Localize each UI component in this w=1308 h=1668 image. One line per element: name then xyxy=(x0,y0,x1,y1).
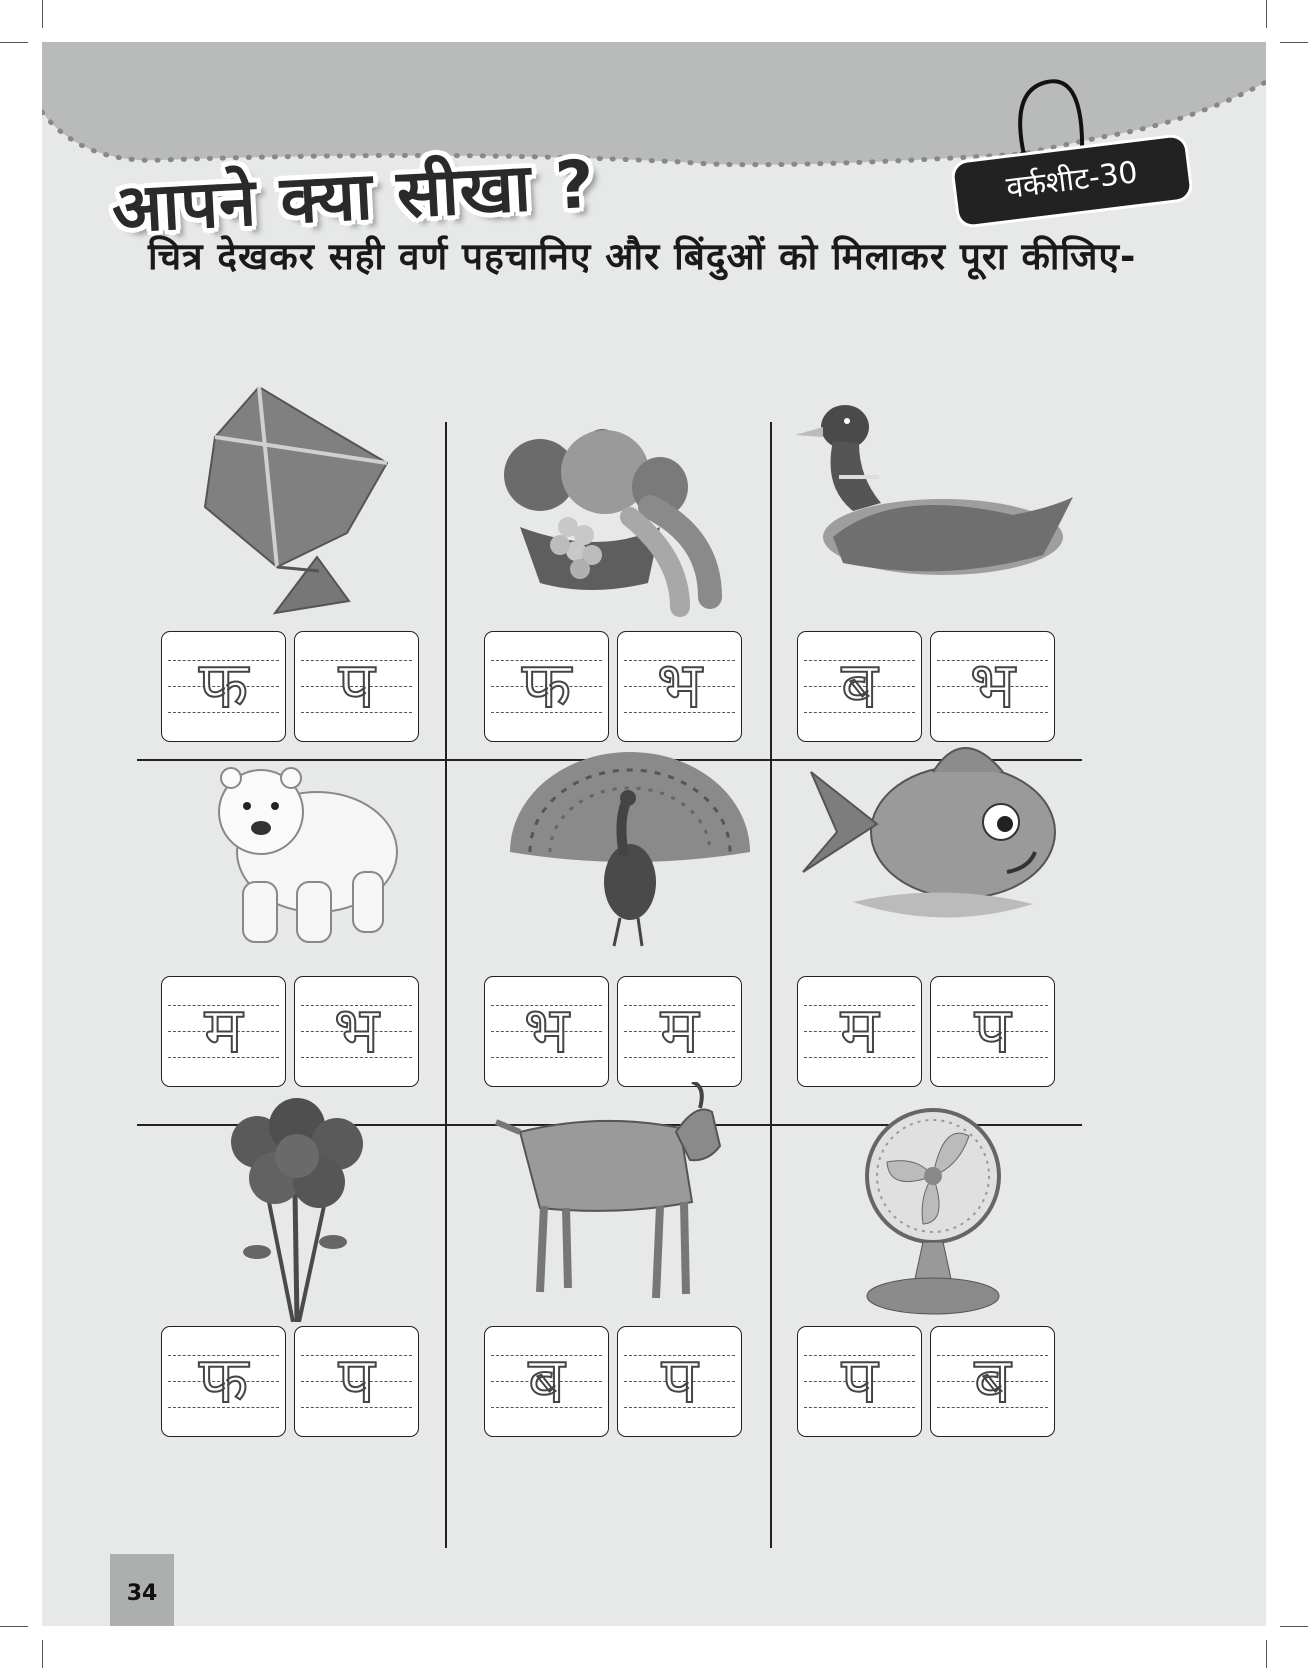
exercise-cell xyxy=(793,387,1093,747)
worksheet-tag xyxy=(952,60,1242,250)
peacock-icon xyxy=(480,732,780,972)
crop-mark xyxy=(1280,42,1308,43)
letter-trace-box[interactable] xyxy=(161,631,286,742)
worksheet-number-badge: वर्कशीट-30 xyxy=(953,136,1191,226)
dotted-letter: म xyxy=(840,994,879,1068)
letter-trace-box[interactable] xyxy=(930,631,1055,742)
dotted-letter: प xyxy=(974,994,1011,1068)
letter-trace-box[interactable] xyxy=(617,631,742,742)
letter-trace-box[interactable] xyxy=(617,1326,742,1437)
crop-mark xyxy=(42,1640,43,1668)
dotted-letter: भ xyxy=(657,649,702,723)
letter-trace-box[interactable] xyxy=(161,976,286,1087)
rose-bouquet-icon xyxy=(157,1082,457,1322)
dotted-letter: फ xyxy=(198,1344,249,1418)
letter-trace-box[interactable] xyxy=(930,1326,1055,1437)
letter-trace-box[interactable] xyxy=(161,1326,286,1437)
exercise-cell xyxy=(157,732,457,1092)
exercise-cell xyxy=(157,1082,457,1442)
table-fan-icon xyxy=(793,1082,1093,1322)
exercise-cell xyxy=(480,732,780,1092)
fruit-basket-icon xyxy=(480,387,780,627)
letter-trace-box[interactable] xyxy=(294,976,419,1087)
crop-mark xyxy=(42,0,43,28)
instruction-text: चित्र देखकर सही वर्ण पहचानिए और बिंदुओं को मिलाकर पूरा कीजिए- xyxy=(148,235,1137,278)
crop-mark xyxy=(1266,0,1267,28)
dotted-letter: फ xyxy=(521,649,572,723)
crop-mark xyxy=(1266,1640,1267,1668)
letter-trace-box[interactable] xyxy=(484,976,609,1087)
exercise-cell xyxy=(157,387,457,747)
exercise-cell xyxy=(793,732,1093,1092)
crop-mark xyxy=(1280,1626,1308,1627)
dotted-letter: ब xyxy=(974,1344,1011,1418)
exercise-cell xyxy=(793,1082,1093,1442)
dotted-letter: प xyxy=(338,1344,375,1418)
kite-icon xyxy=(157,387,457,627)
dotted-letter: भ xyxy=(334,994,379,1068)
letter-trace-box[interactable] xyxy=(484,631,609,742)
letter-trace-box[interactable] xyxy=(484,1326,609,1437)
letter-trace-box[interactable] xyxy=(617,976,742,1087)
dotted-letter: ब xyxy=(841,649,878,723)
exercise-cell xyxy=(480,387,780,747)
letter-trace-box[interactable] xyxy=(294,1326,419,1437)
goat-icon xyxy=(480,1082,780,1322)
dotted-letter: म xyxy=(204,994,243,1068)
duck-icon xyxy=(793,387,1093,627)
worksheet-page xyxy=(42,42,1266,1626)
dotted-letter: भ xyxy=(524,994,569,1068)
dotted-letter: म xyxy=(660,994,699,1068)
page-number: 34 xyxy=(110,1554,174,1626)
letter-trace-box[interactable] xyxy=(930,976,1055,1087)
dotted-letter: ब xyxy=(528,1344,565,1418)
dotted-letter: फ xyxy=(198,649,249,723)
dotted-letter: भ xyxy=(970,649,1015,723)
page-title: आपने क्या सीखा ? xyxy=(110,145,597,248)
polar-bear-icon xyxy=(157,732,457,972)
crop-mark xyxy=(0,1626,28,1627)
fish-icon xyxy=(793,732,1093,972)
crop-mark xyxy=(0,42,28,43)
letter-trace-box[interactable] xyxy=(797,976,922,1087)
letter-trace-box[interactable] xyxy=(797,1326,922,1437)
dotted-letter: प xyxy=(661,1344,698,1418)
exercise-cell xyxy=(480,1082,780,1442)
letter-trace-box[interactable] xyxy=(797,631,922,742)
dotted-letter: प xyxy=(338,649,375,723)
dotted-letter: प xyxy=(841,1344,878,1418)
letter-trace-box[interactable] xyxy=(294,631,419,742)
